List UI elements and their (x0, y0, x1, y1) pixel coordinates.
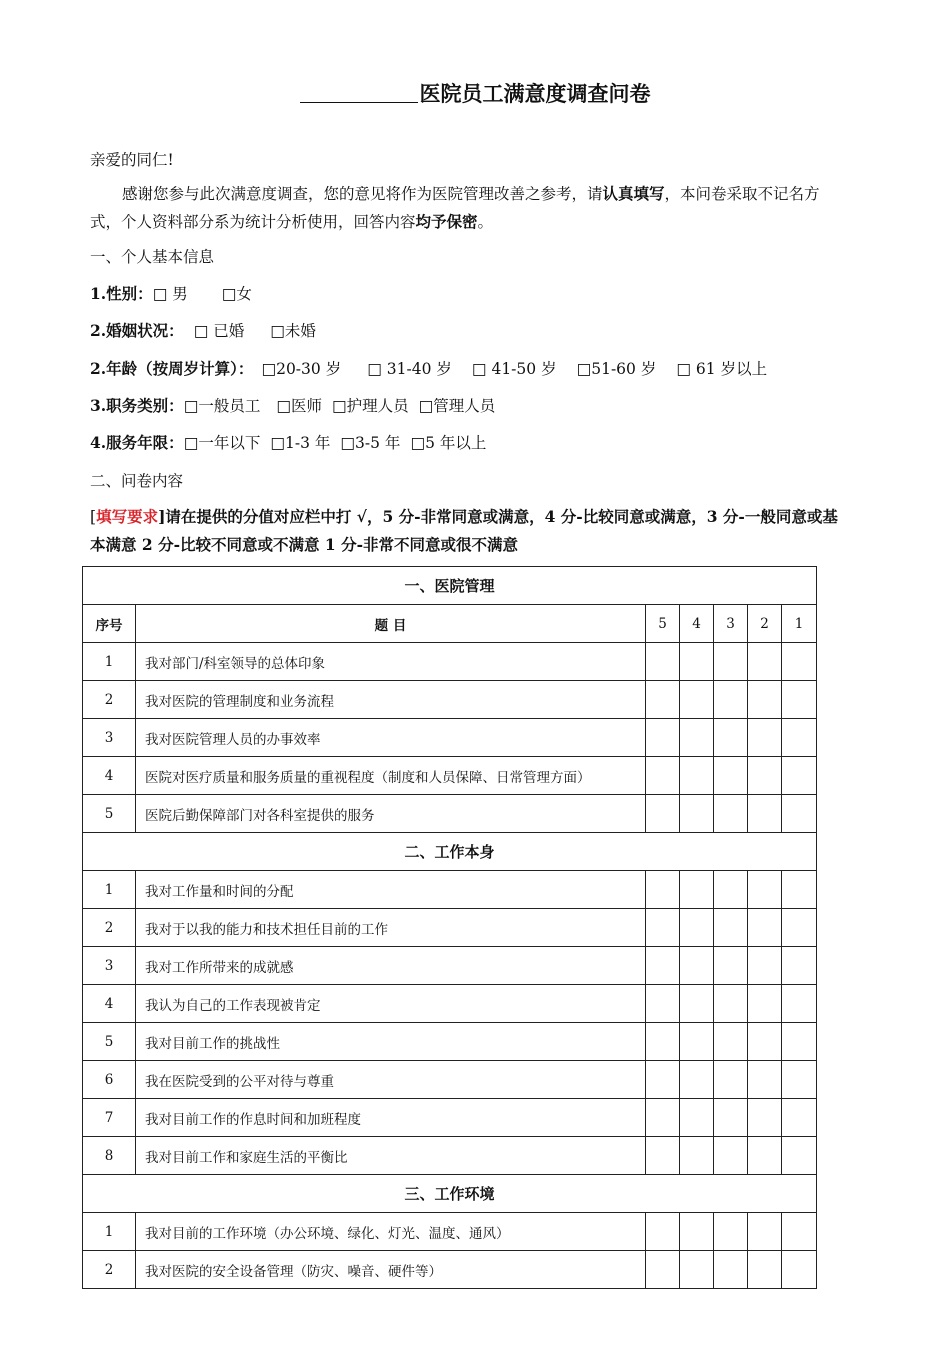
score-cell-1[interactable] (782, 871, 817, 909)
checkbox-male[interactable]: □ 男 (152, 285, 188, 303)
row-number: 4 (83, 985, 136, 1023)
score-cell-2[interactable] (748, 795, 782, 833)
section-title: 二、工作本身 (83, 833, 817, 871)
section-row (83, 567, 817, 605)
score-cell-4[interactable] (680, 909, 714, 947)
score-cell-5[interactable] (646, 1213, 680, 1251)
score-cell-3[interactable] (714, 1137, 748, 1175)
score-cell-1[interactable] (782, 1137, 817, 1175)
score-cell-5[interactable] (646, 1023, 680, 1061)
score-cell-3[interactable] (714, 757, 748, 795)
table-row (83, 1099, 817, 1137)
table-row (83, 1061, 817, 1099)
score-cell-2[interactable] (748, 947, 782, 985)
table-row (83, 719, 817, 757)
score-cell-3[interactable] (714, 1213, 748, 1251)
score-cell-4[interactable] (680, 719, 714, 757)
score-cell-4[interactable] (680, 947, 714, 985)
table-row (83, 947, 817, 985)
header-score-3: 3 (714, 605, 748, 643)
score-cell-3[interactable] (714, 947, 748, 985)
header-score-1: 1 (782, 605, 817, 643)
header-item: 题 目 (136, 605, 646, 643)
header-score-5: 5 (646, 605, 680, 643)
score-cell-1[interactable] (782, 1023, 817, 1061)
row-number: 1 (83, 871, 136, 909)
score-cell-3[interactable] (714, 985, 748, 1023)
score-cell-2[interactable] (748, 1213, 782, 1251)
score-cell-3[interactable] (714, 643, 748, 681)
row-number: 2 (83, 681, 136, 719)
checkbox-age-51-60[interactable]: □51-60 岁 (576, 360, 657, 378)
score-cell-4[interactable] (680, 1251, 714, 1289)
row-number: 6 (83, 1061, 136, 1099)
checkbox-doctor[interactable]: □医师 (276, 397, 322, 415)
score-cell-2[interactable] (748, 871, 782, 909)
score-cell-3[interactable] (714, 1251, 748, 1289)
score-cell-4[interactable] (680, 985, 714, 1023)
table-row (83, 795, 817, 833)
score-cell-1[interactable] (782, 909, 817, 947)
section-row (83, 833, 817, 871)
score-cell-1[interactable] (782, 1213, 817, 1251)
table-row (83, 1213, 817, 1251)
score-cell-2[interactable] (748, 1137, 782, 1175)
score-cell-2[interactable] (748, 757, 782, 795)
score-cell-2[interactable] (748, 1023, 782, 1061)
survey-table (82, 566, 817, 1289)
table-row (83, 681, 817, 719)
row-number: 3 (83, 719, 136, 757)
question-text: 医院对医疗质量和服务质量的重视程度（制度和人员保障、日常管理方面） (136, 757, 646, 795)
score-cell-3[interactable] (714, 1061, 748, 1099)
score-cell-1[interactable] (782, 1061, 817, 1099)
section-row (83, 1175, 817, 1213)
question-text: 我对目前工作和家庭生活的平衡比 (136, 1137, 646, 1175)
table-row (83, 871, 817, 909)
checkbox-5plus-yr[interactable]: □5 年以上 (410, 434, 487, 452)
field-marriage: 2.婚姻状况： □ 已婚 □未婚 (90, 321, 316, 340)
score-cell-1[interactable] (782, 1251, 817, 1289)
checkbox-nurse[interactable]: □护理人员 (332, 397, 409, 415)
score-cell-3[interactable] (714, 1099, 748, 1137)
score-cell-2[interactable] (748, 1099, 782, 1137)
checkbox-age-41-50[interactable]: □ 41-50 岁 (471, 360, 557, 378)
greeting: 亲爱的同仁! (90, 151, 174, 169)
page-title (0, 78, 950, 108)
field-service-years: 4.服务年限：□一年以下 □1-3 年 □3-5 年 □5 年以上 (90, 433, 487, 452)
score-cell-2[interactable] (748, 1061, 782, 1099)
table-row (83, 1137, 817, 1175)
section-title: 三、工作环境 (83, 1175, 817, 1213)
score-cell-1[interactable] (782, 681, 817, 719)
question-text: 医院后勤保障部门对各科室提供的服务 (136, 795, 646, 833)
checkbox-3-5yr[interactable]: □3-5 年 (340, 434, 401, 452)
header-score-4: 4 (680, 605, 714, 643)
row-number: 2 (83, 909, 136, 947)
checkbox-manager[interactable]: □管理人员 (418, 397, 496, 415)
row-number: 2 (83, 1251, 136, 1289)
score-cell-4[interactable] (680, 1061, 714, 1099)
field-age: 2.年龄（按周岁计算）： □20-30 岁 □ 31-40 岁 □ 41-50 岁 □51-60 岁 □ 61 岁以上 (90, 359, 768, 378)
checkbox-age-20-30[interactable]: □20-30 岁 (261, 360, 342, 378)
score-cell-5[interactable] (646, 757, 680, 795)
table-header-row (83, 605, 817, 643)
intro-paragraph: 感谢您参与此次满意度调查，您的意见将作为医院管理改善之参考，请认真填写，本问卷采取不记名方式，个人资料部分系为统计分析使用，回答内容均予保密。 (90, 184, 820, 231)
score-cell-4[interactable] (680, 1099, 714, 1137)
title-text: 医院员工满意度调查问卷 (419, 81, 651, 106)
row-number: 4 (83, 757, 136, 795)
score-cell-1[interactable] (782, 795, 817, 833)
score-cell-5[interactable] (646, 985, 680, 1023)
score-cell-5[interactable] (646, 909, 680, 947)
score-cell-5[interactable] (646, 795, 680, 833)
checkbox-female[interactable]: □女 (221, 285, 252, 303)
question-text: 我认为自己的工作表现被肯定 (136, 985, 646, 1023)
table-row (83, 643, 817, 681)
row-number: 5 (83, 1023, 136, 1061)
checkbox-general-staff[interactable]: □一般员工 (183, 397, 261, 415)
score-cell-3[interactable] (714, 719, 748, 757)
score-cell-4[interactable] (680, 871, 714, 909)
field-gender: 1.性别：□ 男 □女 (90, 284, 252, 303)
score-cell-4[interactable] (680, 1137, 714, 1175)
row-number: 7 (83, 1099, 136, 1137)
hospital-name-blank[interactable] (300, 82, 418, 103)
score-cell-5[interactable] (646, 643, 680, 681)
score-cell-3[interactable] (714, 909, 748, 947)
score-cell-1[interactable] (782, 719, 817, 757)
table-row (83, 985, 817, 1023)
score-cell-5[interactable] (646, 1099, 680, 1137)
score-cell-5[interactable] (646, 871, 680, 909)
score-cell-4[interactable] (680, 795, 714, 833)
table-row (83, 1251, 817, 1289)
score-cell-5[interactable] (646, 947, 680, 985)
score-cell-5[interactable] (646, 681, 680, 719)
section-questionnaire: 二、问卷内容 (90, 472, 184, 490)
header-num: 序号 (83, 605, 136, 643)
score-cell-3[interactable] (714, 681, 748, 719)
score-cell-4[interactable] (680, 1023, 714, 1061)
score-cell-2[interactable] (748, 1251, 782, 1289)
fill-requirement: [填写要求]请在提供的分值对应栏中打 √，5 分-非常同意或满意，4 分-比较同意或满意，3 分-一般同意或基本满意 2 分-比较不同意或不满意 1 分-非常不同意或很不满意 (90, 507, 838, 554)
checkbox-age-61plus[interactable]: □ 61 岁以上 (676, 360, 768, 378)
score-cell-5[interactable] (646, 719, 680, 757)
score-cell-3[interactable] (714, 871, 748, 909)
row-number: 5 (83, 795, 136, 833)
score-cell-2[interactable] (748, 909, 782, 947)
section-title: 一、医院管理 (83, 567, 817, 605)
header-score-2: 2 (748, 605, 782, 643)
score-cell-5[interactable] (646, 1251, 680, 1289)
checkbox-age-31-40[interactable]: □ 31-40 岁 (367, 360, 452, 378)
row-number: 8 (83, 1137, 136, 1175)
score-cell-2[interactable] (748, 985, 782, 1023)
score-cell-1[interactable] (782, 947, 817, 985)
question-text: 我对医院管理人员的办事效率 (136, 719, 646, 757)
score-cell-5[interactable] (646, 1137, 680, 1175)
table-row (83, 1023, 817, 1061)
score-cell-4[interactable] (680, 1213, 714, 1251)
score-cell-1[interactable] (782, 757, 817, 795)
checkbox-1-3yr[interactable]: □1-3 年 (270, 434, 331, 452)
score-cell-2[interactable] (748, 643, 782, 681)
field-position: 3.职务类别：□一般员工 □医师 □护理人员 □管理人员 (90, 396, 496, 415)
question-text: 我对目前的工作环境（办公环境、绿化、灯光、温度、通风） (136, 1213, 646, 1251)
question-text: 我对于以我的能力和技术担任目前的工作 (136, 909, 646, 947)
question-text: 我对工作所带来的成就感 (136, 947, 646, 985)
score-cell-3[interactable] (714, 1023, 748, 1061)
row-number: 1 (83, 643, 136, 681)
question-text: 我对医院的安全设备管理（防灾、噪音、硬件等） (136, 1251, 646, 1289)
table-row (83, 909, 817, 947)
question-text: 我对部门/科室领导的总体印象 (136, 643, 646, 681)
score-cell-4[interactable] (680, 681, 714, 719)
score-cell-1[interactable] (782, 643, 817, 681)
score-cell-1[interactable] (782, 985, 817, 1023)
score-cell-4[interactable] (680, 643, 714, 681)
score-cell-5[interactable] (646, 1061, 680, 1099)
score-cell-1[interactable] (782, 1099, 817, 1137)
row-number: 1 (83, 1213, 136, 1251)
table-row (83, 757, 817, 795)
row-number: 3 (83, 947, 136, 985)
score-cell-2[interactable] (748, 719, 782, 757)
question-text: 我对目前工作的挑战性 (136, 1023, 646, 1061)
question-text: 我对医院的管理制度和业务流程 (136, 681, 646, 719)
question-text: 我对目前工作的作息时间和加班程度 (136, 1099, 646, 1137)
checkbox-unmarried[interactable]: □未婚 (270, 322, 316, 340)
score-cell-4[interactable] (680, 757, 714, 795)
section-personal-info: 一、个人基本信息 (90, 248, 215, 266)
score-cell-3[interactable] (714, 795, 748, 833)
question-text: 我在医院受到的公平对待与尊重 (136, 1061, 646, 1099)
score-cell-2[interactable] (748, 681, 782, 719)
checkbox-married[interactable]: □ 已婚 (193, 322, 245, 340)
checkbox-under-1yr[interactable]: □一年以下 (183, 434, 261, 452)
question-text: 我对工作量和时间的分配 (136, 871, 646, 909)
